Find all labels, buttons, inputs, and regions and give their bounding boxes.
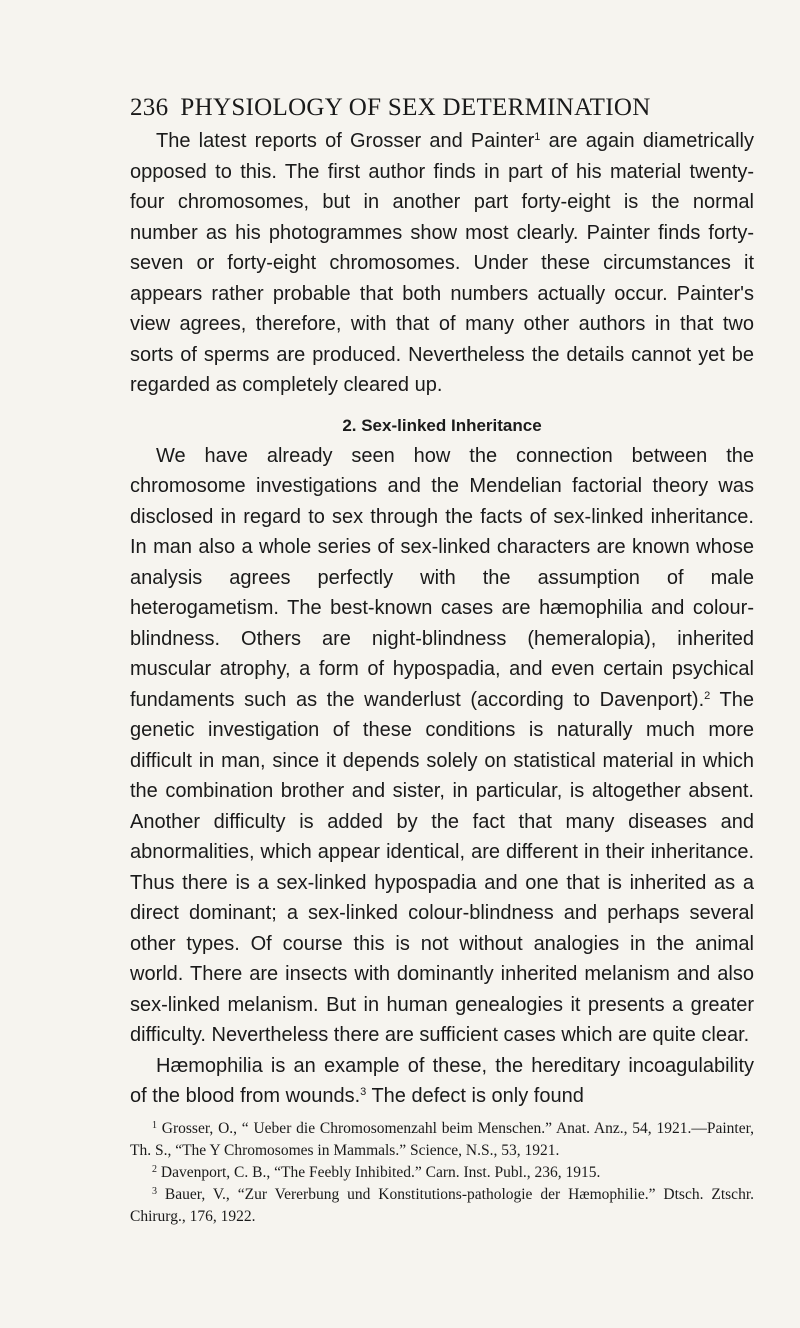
footnote-2-text: Davenport, C. B., “The Feebly Inhibited.” Carn. Inst. Publ., 236, 1915. (157, 1163, 601, 1181)
paragraph-2-text-b: The genetic investigation of these conditions is naturally much more difficult in man, since it depends solely on statistical material in which the combination brother and sister, in particular, is altogether absent. Another difficulty is added by the fact that many diseases and abnormalities, which appear identical, are different in their inheritance. Thus there is a sex-linked hypospadia and one that is inherited as a direct dominant; a sex-linked colour-blindness and perhaps several other types. Of course this is not without analogies in the animal world. There are insects with dominantly inherited melanism and also sex-linked melanism. But in human genealogies it presents a greater difficulty. Nevertheless there are sufficient cases which are quite clear. (130, 688, 754, 1046)
footnote-2-marker: 2 (152, 1163, 157, 1175)
footnote-3-text: Bauer, V., “Zur Vererbung und Konstitutions-pathologie der Hæmophilie.” Dtsch. Ztschr. Chirurg., 176, 1922. (130, 1185, 754, 1225)
running-head-title: PHYSIOLOGY OF SEX DETERMINATION (180, 94, 651, 121)
footnote-3-marker: 3 (152, 1185, 157, 1197)
running-head (130, 92, 754, 124)
section-heading: 2. Sex-linked Inheritance (342, 415, 542, 435)
footnote-1-text: Grosser, O., “ Ueber die Chromosomenzahl beim Menschen.” Anat. Anz., 54, 1921.—Painter, Th. S., “The Y Chromosomes in Mammals.” Science, N.S., 53, 1921. (130, 1119, 754, 1159)
footnote-ref-2: 2 (704, 689, 711, 702)
paragraph-1 (130, 126, 754, 401)
footnote-1 (130, 1118, 754, 1162)
paragraph-3 (130, 1051, 754, 1112)
footnote-1-marker: 1 (152, 1119, 157, 1131)
book-page (130, 92, 754, 1228)
paragraph-3-text-b: The defect is only found (366, 1085, 584, 1107)
footnote-2 (130, 1162, 754, 1184)
paragraph-3-text-a: Hæmophilia is an example of these, the hereditary incoagulability of the blood from wounds. (130, 1054, 754, 1107)
paragraph-1-text-a: The latest reports of Grosser and Painter (156, 130, 535, 152)
footnote-ref-3: 3 (360, 1086, 367, 1098)
paragraph-2-text-a: We have already seen how the connection between the chromosome investigations and the Mendelian factorial theory was disclosed in regard to sex through the facts of sex-linked inheritance. In man also a whole series of sex-linked characters are known whose analysis agrees perfectly with the assumption of male heterogametism. The best-known cases are hæmophilia and colour-blindness. Others are night-blindness (hemeralopia), inherited muscular atrophy, a form of hypospadia, and even certain psychical fundaments such as the wanderlust (according to Davenport). (130, 444, 754, 711)
page-number: 236 (130, 94, 169, 121)
paragraph-1-text-b: are again diametrically opposed to this. The first author finds in part of his material twenty-four chromosomes, but in another part forty-eight is the normal number as his photogrammes show most clearly. Painter finds forty-seven or forty-eight chromosomes. Under these circumstances it appears rather probable that both numbers actually occur. Painter's view agrees, therefore, with that of many other authors in that two sorts of sperms are produced. Nevertheless the details cannot yet be regarded as completely cleared up. (130, 130, 754, 396)
paragraph-2 (130, 441, 754, 1051)
footnote-3 (130, 1184, 754, 1228)
footnote-ref-1: 1 (534, 131, 541, 143)
footnotes (130, 1118, 754, 1228)
